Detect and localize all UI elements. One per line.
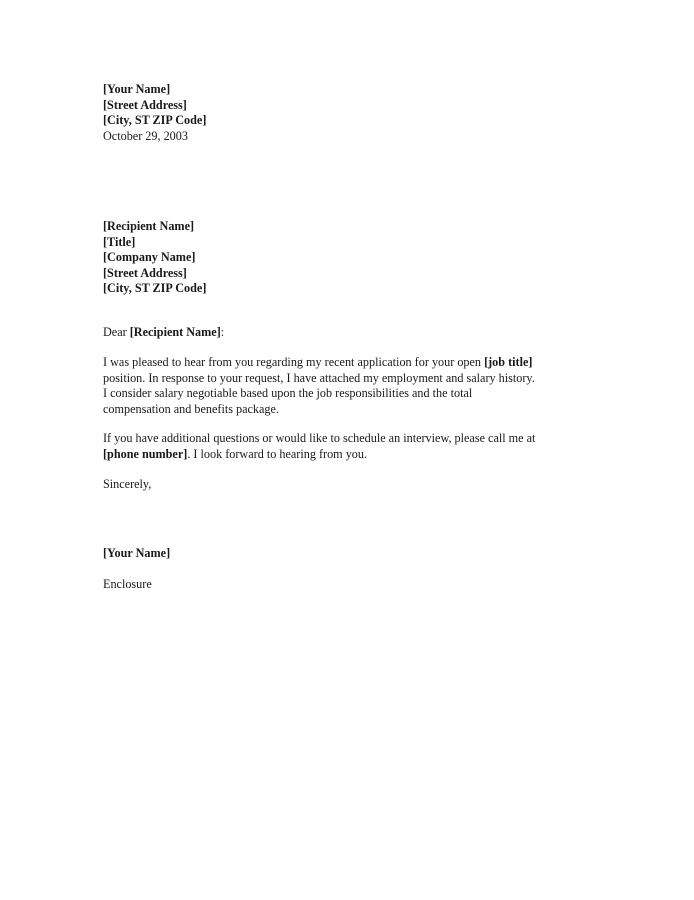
body-paragraph-2 [103,431,603,462]
job-title-placeholder: [job title] [484,355,533,369]
signature-name: [Your Name] [103,546,171,560]
recipient-city: [City, ST ZIP Code] [103,281,207,296]
recipient-name: [Recipient Name] [103,219,195,233]
p2-line2-text: . I look forward to hearing from you. [187,446,368,461]
sender-city: [City, ST ZIP Code] [103,113,207,128]
enclosure-note [103,577,603,593]
recipient-company: [Company Name] [103,250,196,265]
sender-name: [Your Name] [103,82,171,96]
enclosure-text: Enclosure [103,577,152,591]
p1-line3: I consider salary negotiable based upon the job responsibilities and the total [103,386,473,401]
p1-line1-text: I was pleased to hear from you regarding my recent application for your open [103,355,485,369]
p1-line4: compensation and benefits package. [103,401,279,416]
recipient-street: [Street Address] [103,265,187,280]
sender-street: [Street Address] [103,97,187,112]
recipient-address-block [103,219,603,297]
sender-address-block [103,82,603,144]
salutation-suffix: : [220,325,225,339]
recipient-title: [Title] [103,234,136,249]
p1-line2: position. In response to your request, I have attached my employment and salary history. [103,370,535,385]
salutation-name: [Recipient Name] [129,325,221,339]
p2-line1: If you have additional questions or would like to schedule an interview, please call me at [103,431,536,445]
signature-block [103,546,603,562]
salutation-prefix: Dear [103,325,130,339]
phone-number-placeholder: [phone number] [103,446,188,461]
closing [103,477,603,493]
body-paragraph-1 [103,355,603,417]
letter-date: October 29, 2003 [103,128,188,143]
salutation [103,325,603,341]
closing-text: Sincerely, [103,477,152,491]
